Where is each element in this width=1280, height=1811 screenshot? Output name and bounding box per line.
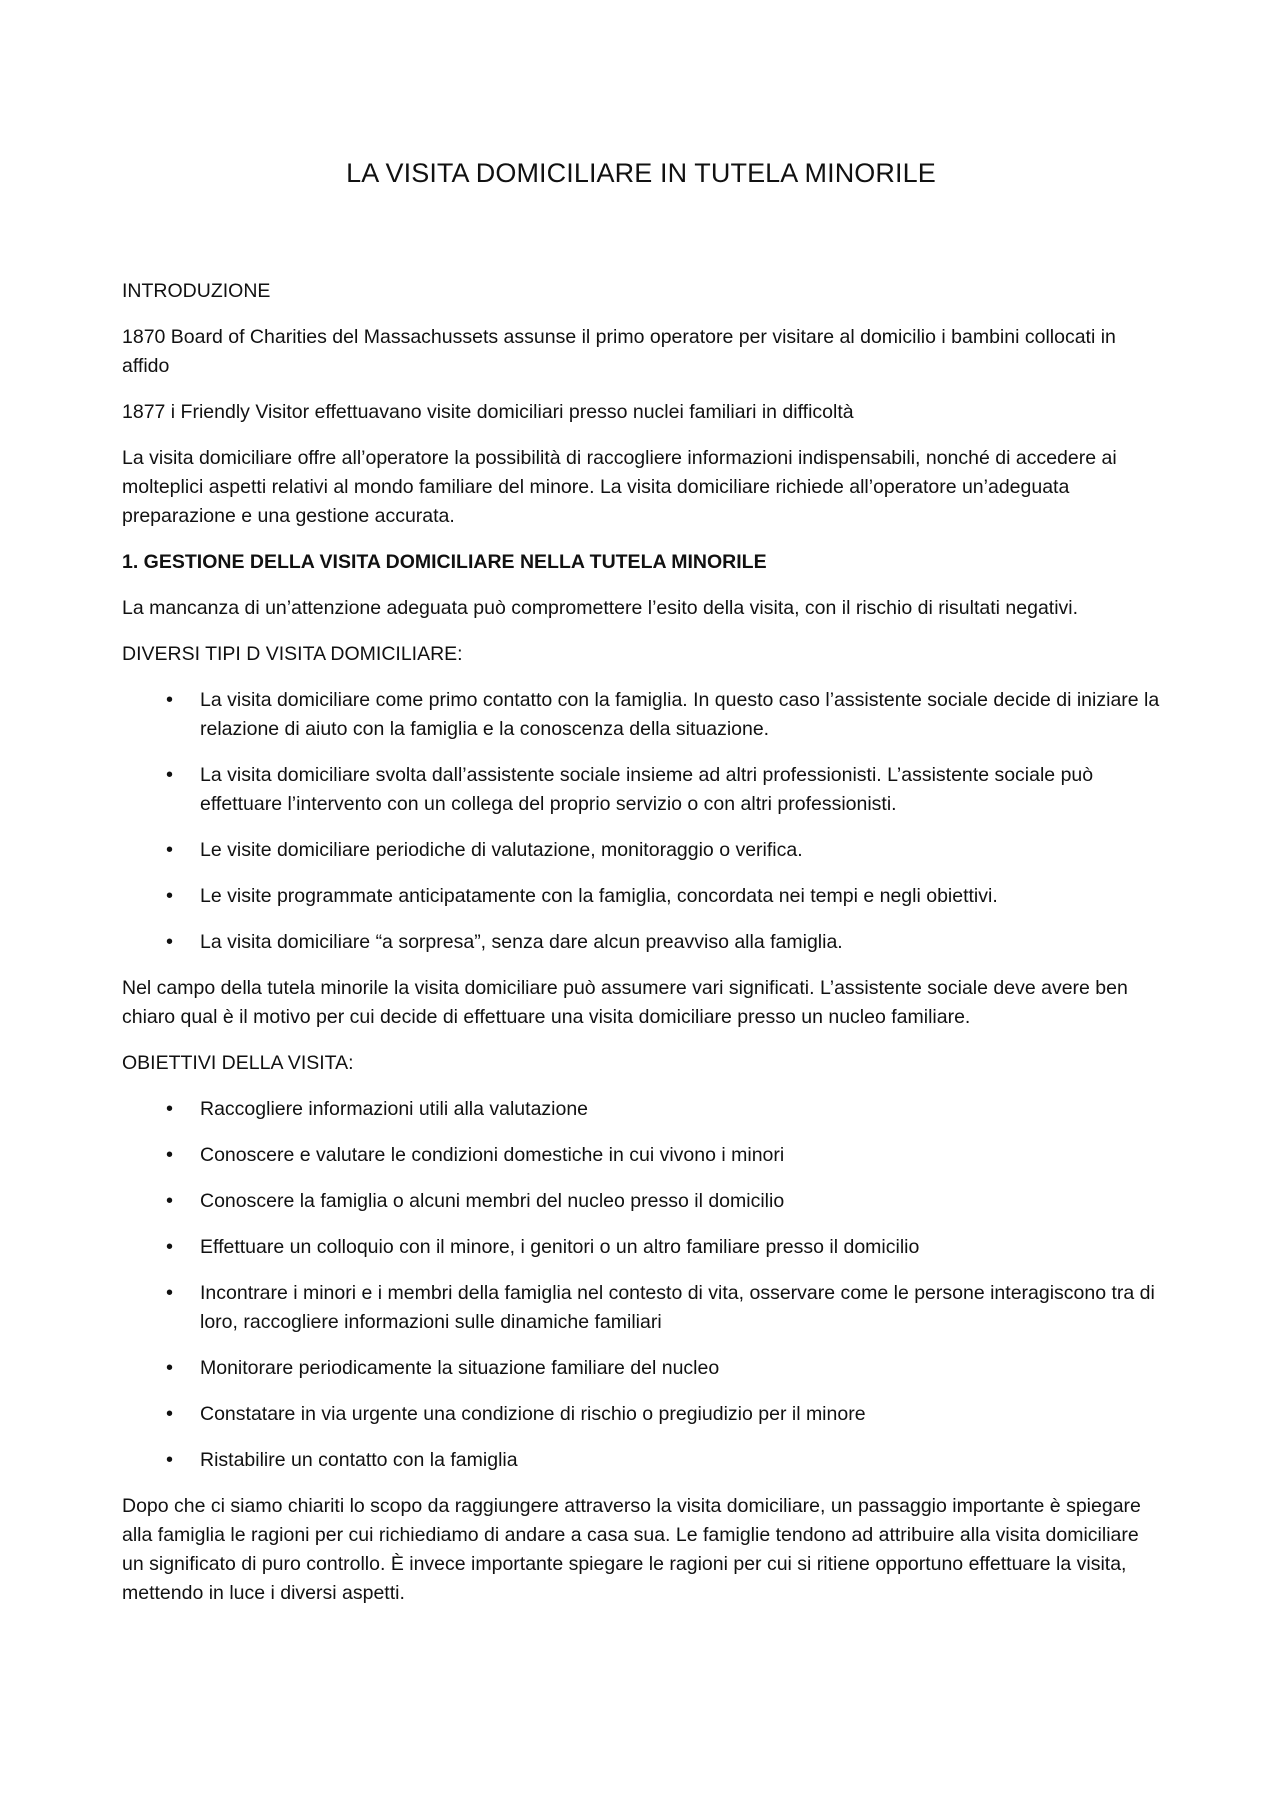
intro-paragraph-description: La visita domiciliare offre all’operatore la possibilità di raccogliere informazioni indispensabili, nonché di accedere ai molteplici aspetti relativi al mondo familiare del minore. La visita domiciliare richiede all’operatore un’adeguata preparazione e una gestione accurata. bbox=[122, 447, 1117, 527]
list-item: • Conoscere la famiglia o alcuni membri del nucleo presso il domicilio bbox=[200, 1187, 1160, 1216]
section-1-paragraph: La mancanza di un’attenzione adeguata può compromettere l’esito della visita, con il rischio di risultati negativi. bbox=[122, 597, 1079, 619]
list-item: • Le visite programmate anticipatamente con la famiglia, concordata nei tempi e negli obiettivi. bbox=[200, 882, 1160, 911]
intro-paragraph-1870: 1870 Board of Charities del Massachussets assunse il primo operatore per visitare al domicilio i bambini collocati in affido bbox=[122, 326, 1116, 377]
list-item: • Le visite domiciliare periodiche di valutazione, monitoraggio o verifica. bbox=[200, 836, 1160, 865]
meaning-paragraph: Nel campo della tutela minorile la visita domiciliare può assumere vari significati. L’assistente sociale deve avere ben chiaro qual è il motivo per cui decide di effettuare una visita domiciliare presso un nucleo familiare. bbox=[122, 977, 1128, 1028]
objectives-list bbox=[122, 1095, 1160, 1475]
list-item: • Incontrare i minori e i membri della famiglia nel contesto di vita, osservare come le persone interagiscono tra di loro, raccogliere informazioni sulle dinamiche familiari bbox=[200, 1279, 1160, 1337]
list-item: • Conoscere e valutare le condizioni domestiche in cui vivono i minori bbox=[200, 1141, 1160, 1170]
section-1-heading: 1. GESTIONE DELLA VISITA DOMICILIARE NELLA TUTELA MINORILE bbox=[122, 551, 767, 573]
visit-types-list bbox=[122, 686, 1160, 957]
intro-paragraph-1877: 1877 i Friendly Visitor effettuavano visite domiciliari presso nuclei familiari in difficoltà bbox=[122, 401, 854, 423]
list-item: • La visita domiciliare “a sorpresa”, senza dare alcun preavviso alla famiglia. bbox=[200, 928, 1160, 957]
list-item: • La visita domiciliare come primo contatto con la famiglia. In questo caso l’assistente sociale decide di iniziare la relazione di aiuto con la famiglia e la conoscenza della situazione. bbox=[200, 686, 1160, 744]
intro-heading: INTRODUZIONE bbox=[122, 280, 271, 302]
objectives-heading: OBIETTIVI DELLA VISITA: bbox=[122, 1052, 354, 1074]
list-item: • Raccogliere informazioni utili alla valutazione bbox=[200, 1095, 1160, 1124]
visit-types-heading: DIVERSI TIPI D VISITA DOMICILIARE: bbox=[122, 643, 463, 665]
list-item: • La visita domiciliare svolta dall’assistente sociale insieme ad altri professionisti. L’assistente sociale può effettuare l’intervento con un collega del proprio servizio o con altri professionisti. bbox=[200, 761, 1160, 819]
document-title: LA VISITA DOMICILIARE IN TUTELA MINORILE bbox=[346, 158, 936, 188]
list-item: • Effettuare un colloquio con il minore, i genitori o un altro familiare presso il domicilio bbox=[200, 1233, 1160, 1262]
closing-paragraph: Dopo che ci siamo chiariti lo scopo da raggiungere attraverso la visita domiciliare, un passaggio importante è spiegare alla famiglia le ragioni per cui richiediamo di andare a casa sua. Le famiglie tendono ad attribuire alla visita domiciliare un significato di puro controllo. È invece importante spiegare le ragioni per cui si ritiene opportuno effettuare la visita, mettendo in luce i diversi aspetti. bbox=[122, 1495, 1141, 1604]
list-item: • Ristabilire un contatto con la famiglia bbox=[200, 1446, 1160, 1475]
list-item: • Monitorare periodicamente la situazione familiare del nucleo bbox=[200, 1354, 1160, 1383]
list-item: • Constatare in via urgente una condizione di rischio o pregiudizio per il minore bbox=[200, 1400, 1160, 1429]
